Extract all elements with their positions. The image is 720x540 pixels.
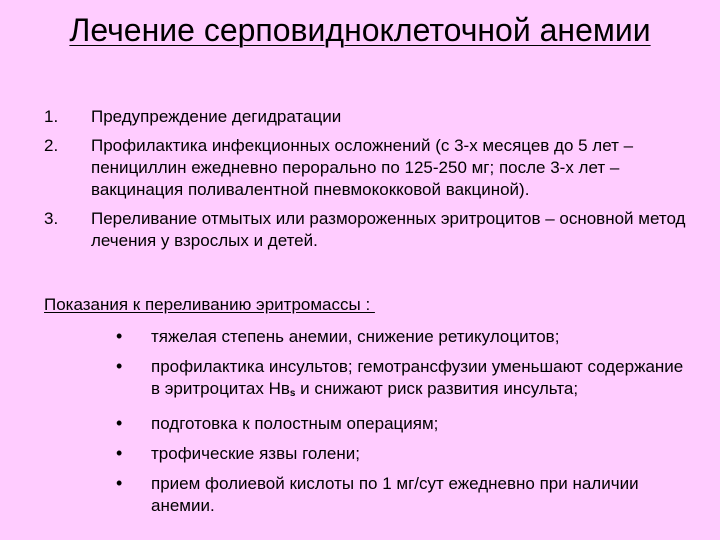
indications-list (114, 326, 694, 525)
treatment-list (40, 106, 700, 259)
bullet-item (114, 326, 694, 348)
list-item (40, 106, 700, 128)
hemoglobin-subscript: s (289, 388, 296, 399)
bullet-icon: • (116, 473, 123, 493)
bullet-icon: • (116, 326, 123, 346)
list-number: 2. (44, 136, 59, 155)
bullet-text-part: профилактика инсультов; гемотрансфузии уменьшают содержание в эритроцитах Нв (151, 357, 684, 398)
bullet-text-part: и снижают риск развития инсульта; (295, 379, 579, 398)
list-item (40, 135, 700, 201)
bullet-icon: • (116, 413, 123, 433)
list-number: 3. (44, 209, 59, 228)
bullet-text: трофические язвы голени; (151, 444, 360, 463)
list-item (40, 208, 700, 252)
bullet-item (114, 473, 694, 517)
bullet-item (114, 356, 694, 405)
bullet-text: прием фолиевой кислоты по 1 мг/сут ежедневно при наличии анемии. (151, 474, 639, 515)
list-item-text: Профилактика инфекционных осложнений (с 3-х месяцев до 5 лет – пенициллин ежедневно перорально по 125-250 мг; после 3-х лет – вакцинация поливалентной пневмококковой вакциной). (91, 136, 634, 199)
bullet-text (151, 357, 683, 398)
list-item-text: Предупреждение дегидратации (91, 107, 342, 126)
bullet-text: тяжелая степень анемии, снижение ретикулоцитов; (151, 327, 560, 346)
bullet-icon: • (116, 443, 123, 463)
bullet-item (114, 443, 694, 465)
list-number: 1. (44, 107, 59, 126)
indications-heading: Показания к переливанию эритромассы : (44, 295, 375, 314)
slide-title: Лечение серповидноклеточной анемии (69, 12, 651, 48)
list-item-text: Переливание отмытых или размороженных эритроцитов – основной метод лечения у взрослых и детей. (91, 209, 686, 250)
bullet-icon: • (116, 356, 123, 376)
bullet-item (114, 413, 694, 435)
bullet-text: подготовка к полостным операциям; (151, 414, 439, 433)
